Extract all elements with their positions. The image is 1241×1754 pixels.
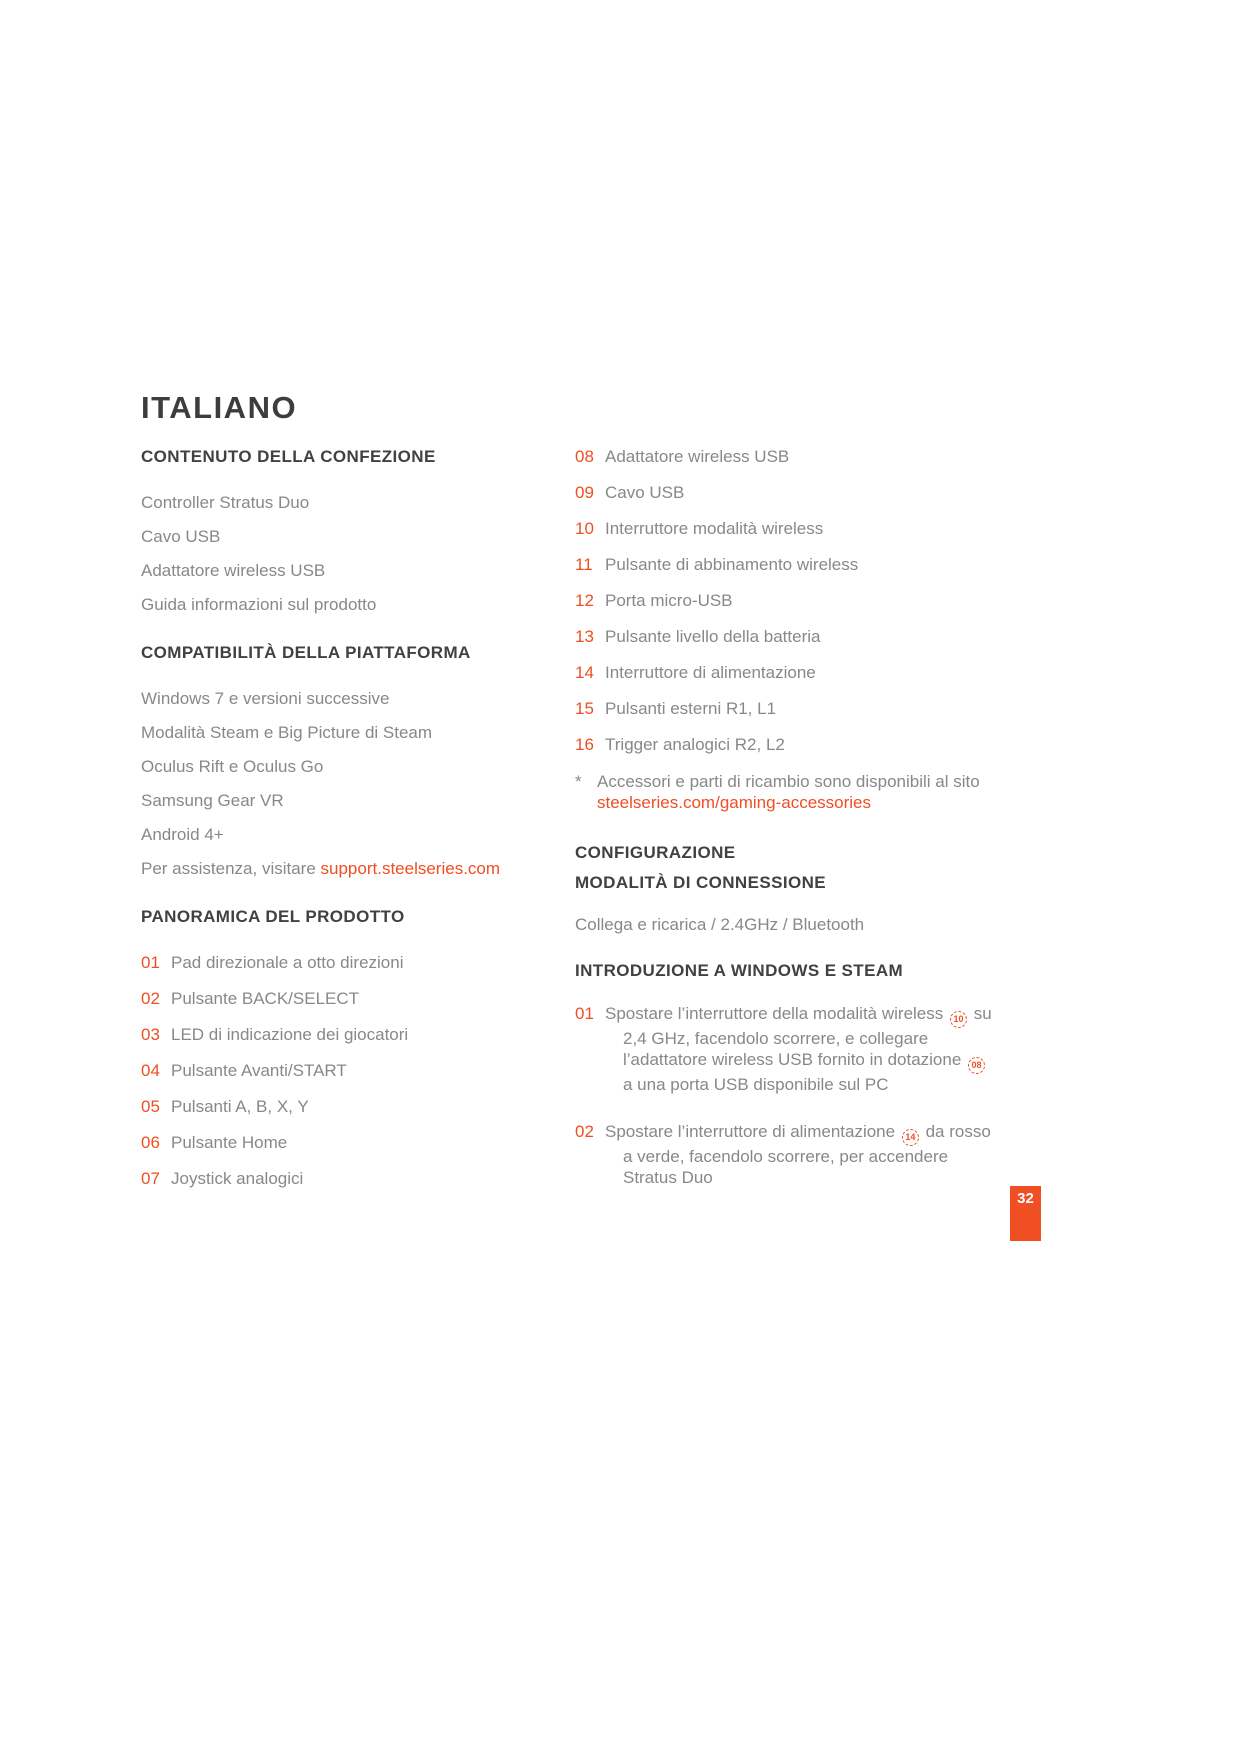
overview-item — [575, 591, 1020, 611]
step-segment: Spostare l’interruttore della modalità wireless — [605, 1004, 944, 1023]
footnote-text — [597, 771, 1020, 813]
step-segment: su 2,4 GHz, facendolo scorrere, e collegare l’adattatore wireless USB fornito in dotazione — [623, 1004, 992, 1069]
item-number: 08 — [575, 447, 594, 466]
step-number: 02 — [575, 1122, 594, 1141]
item-number: 01 — [141, 953, 160, 972]
item-number: 12 — [575, 591, 594, 610]
item-number: 14 — [575, 663, 594, 682]
item-label: Pulsante Avanti/START — [171, 1061, 347, 1080]
compatibility-item: Samsung Gear VR — [141, 791, 284, 810]
item-label: Cavo USB — [605, 483, 685, 502]
left-column — [141, 447, 556, 1205]
item-number: 16 — [575, 735, 594, 754]
contents-item: Guida informazioni sul prodotto — [141, 595, 377, 614]
item-label: Pulsanti A, B, X, Y — [171, 1097, 309, 1116]
overview-item — [575, 699, 1020, 719]
overview-item — [575, 663, 1020, 683]
step-text — [605, 1121, 997, 1188]
item-number: 13 — [575, 627, 594, 646]
step-segment: Spostare l’interruttore di alimentazione — [605, 1122, 896, 1141]
callout-badge-10-icon: 10 — [950, 1011, 967, 1028]
right-column — [575, 447, 1020, 1214]
accessories-link[interactable]: steelseries.com/gaming-accessories — [597, 793, 871, 812]
overview-item — [141, 1097, 556, 1117]
item-number: 02 — [141, 989, 160, 1008]
item-number: 07 — [141, 1169, 160, 1188]
setup-step — [575, 1003, 1020, 1095]
item-number: 05 — [141, 1097, 160, 1116]
contents-item: Adattatore wireless USB — [141, 561, 326, 580]
overview-item — [575, 483, 1020, 503]
accessories-footnote — [575, 771, 1020, 813]
contents-item: Cavo USB — [141, 527, 221, 546]
item-number: 15 — [575, 699, 594, 718]
item-label: Adattatore wireless USB — [605, 447, 790, 466]
footnote-marker: * — [575, 772, 582, 791]
compatibility-item: Oculus Rift e Oculus Go — [141, 757, 324, 776]
item-label: Interruttore di alimentazione — [605, 663, 816, 682]
callout-badge-08-icon: 08 — [968, 1057, 985, 1074]
setup-step — [575, 1121, 1020, 1188]
section-heading-compatibility: COMPATIBILITÀ DELLA PIATTAFORMA — [141, 643, 471, 662]
section-heading-windows-steam: INTRODUZIONE A WINDOWS E STEAM — [575, 961, 904, 980]
page-title: ITALIANO — [141, 390, 298, 425]
compatibility-item: Windows 7 e versioni successive — [141, 689, 390, 708]
support-line — [141, 859, 556, 879]
overview-item — [141, 1025, 556, 1045]
section-heading-overview: PANORAMICA DEL PRODOTTO — [141, 907, 405, 926]
compatibility-item: Android 4+ — [141, 825, 224, 844]
item-label: Porta micro-USB — [605, 591, 733, 610]
item-label: Pulsante di abbinamento wireless — [605, 555, 859, 574]
overview-item — [575, 735, 1020, 755]
item-label: Pulsante Home — [171, 1133, 288, 1152]
step-text — [605, 1003, 997, 1095]
compatibility-item: Modalità Steam e Big Picture di Steam — [141, 723, 433, 742]
support-prefix: Per assistenza, visitare — [141, 859, 321, 878]
overview-item — [575, 519, 1020, 539]
section-heading-contents: CONTENUTO DELLA CONFEZIONE — [141, 447, 436, 466]
item-number: 03 — [141, 1025, 160, 1044]
overview-item — [141, 1061, 556, 1081]
page-number-badge: 32 — [1010, 1186, 1041, 1241]
step-segment: a una porta USB disponibile sul PC — [623, 1075, 889, 1094]
overview-item — [141, 953, 556, 973]
item-number: 10 — [575, 519, 594, 538]
section-heading-configuration: CONFIGURAZIONE — [575, 843, 736, 862]
item-label: Joystick analogici — [171, 1169, 304, 1188]
footnote-prefix: Accessori e parti di ricambio sono disponibili al sito — [597, 772, 980, 791]
overview-item — [141, 989, 556, 1009]
item-number: 04 — [141, 1061, 160, 1080]
connection-modes: Collega e ricarica / 2.4GHz / Bluetooth — [575, 915, 865, 934]
callout-badge-14-icon: 14 — [902, 1129, 919, 1146]
item-label: Pulsanti esterni R1, L1 — [605, 699, 777, 718]
step-number: 01 — [575, 1004, 594, 1023]
item-number: 11 — [575, 555, 593, 574]
overview-item — [575, 447, 1020, 467]
overview-item — [141, 1133, 556, 1153]
item-label: Pulsante livello della batteria — [605, 627, 821, 646]
item-label: Pulsante BACK/SELECT — [171, 989, 360, 1008]
item-label: Pad direzionale a otto direzioni — [171, 953, 404, 972]
overview-item — [575, 555, 1020, 575]
item-label: LED di indicazione dei giocatori — [171, 1025, 409, 1044]
item-number: 09 — [575, 483, 594, 502]
contents-item: Controller Stratus Duo — [141, 493, 310, 512]
step-segment: da rosso a verde, facendolo scorrere, per accendere Stratus Duo — [623, 1122, 991, 1187]
overview-item — [141, 1169, 556, 1189]
item-number: 06 — [141, 1133, 160, 1152]
support-link[interactable]: support.steelseries.com — [320, 859, 501, 878]
overview-item — [575, 627, 1020, 647]
item-label: Interruttore modalità wireless — [605, 519, 824, 538]
item-label: Trigger analogici R2, L2 — [605, 735, 785, 754]
section-heading-connection-mode: MODALITÀ DI CONNESSIONE — [575, 873, 826, 892]
